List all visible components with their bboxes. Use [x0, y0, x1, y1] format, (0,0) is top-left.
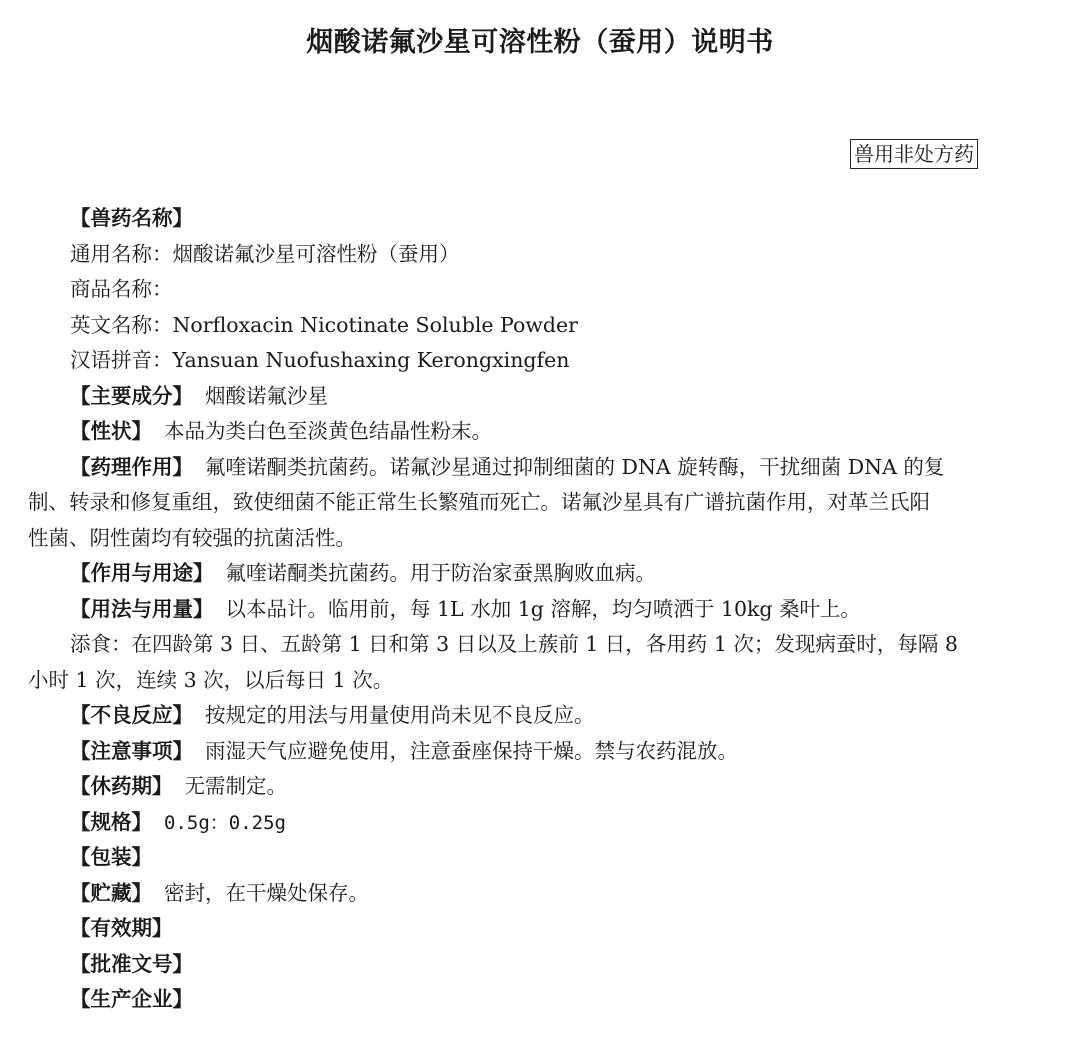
indications-heading: 【作用与用途】 — [70, 561, 214, 585]
section-dosage — [28, 592, 1052, 628]
approval-heading: 【批准文号】 — [70, 951, 193, 976]
manufacturer-heading: 【生产企业】 — [70, 987, 193, 1011]
withdrawal-text: 无需制定。 — [184, 774, 287, 798]
section-approval — [28, 947, 1052, 983]
pinyin-name: 汉语拼音：Yansuan Nuofushaxing Kerongxingfen — [70, 348, 570, 372]
section-manufacturer — [28, 982, 1052, 1018]
appearance-text: 本品为类白色至淡黄色结晶性粉末。 — [164, 419, 492, 443]
section-appearance — [28, 414, 1052, 450]
appearance-heading: 【性状】 — [70, 419, 152, 443]
section-drug-name — [28, 201, 1052, 237]
feeding-text-1: 添食：在四龄第 3 日、五龄第 1 日和第 3 日以及上蔟前 1 日，各用药 1 次；发现病蚕时，每隔 8 — [70, 632, 958, 656]
document-title: 烟酸诺氟沙星可溶性粉（蚕用）说明书 — [306, 27, 774, 58]
pharmacology-text-2: 制、转录和修复重组，致使细菌不能正常生长繁殖而死亡。诺氟沙星具有广谱抗菌作用，对革兰氏阳 — [28, 490, 930, 514]
otc-vet-badge: 兽用非处方药 — [850, 139, 978, 169]
section-ingredients — [28, 379, 1052, 415]
section-packaging — [28, 840, 1052, 876]
specification-text: 0.5g：0.25g — [164, 811, 286, 834]
section-validity — [28, 911, 1052, 947]
precautions-heading: 【注意事项】 — [70, 738, 193, 763]
packaging-heading: 【包装】 — [70, 845, 152, 869]
section-adverse — [28, 698, 1052, 734]
withdrawal-heading: 【休药期】 — [70, 774, 173, 798]
validity-heading: 【有效期】 — [70, 916, 173, 940]
section-withdrawal — [28, 769, 1052, 805]
storage-heading: 【贮藏】 — [70, 880, 152, 905]
section-pharmacology — [28, 450, 1052, 486]
indications-text: 氟喹诺酮类抗菌药。用于防治家蚕黑胸败血病。 — [225, 561, 656, 585]
section-specification — [28, 805, 1052, 841]
ingredients-text: 烟酸诺氟沙星 — [205, 383, 328, 408]
generic-name: 通用名称：烟酸诺氟沙星可溶性粉（蚕用） — [70, 241, 460, 266]
adverse-heading: 【不良反应】 — [70, 703, 193, 727]
section-precautions — [28, 734, 1052, 770]
pharmacology-heading: 【药理作用】 — [70, 454, 193, 479]
trade-name: 商品名称： — [70, 277, 173, 301]
storage-text: 密封，在干燥处保存。 — [164, 880, 369, 905]
pharmacology-text-1: 氟喹诺酮类抗菌药。诺氟沙星通过抑制细菌的 DNA 旋转酶，干扰细菌 DNA 的复 — [205, 454, 945, 479]
leaflet-body — [28, 201, 1052, 1018]
specification-heading: 【规格】 — [70, 809, 152, 834]
english-name: 英文名称：Norfloxacin Nicotinate Soluble Powder — [70, 312, 578, 337]
dosage-heading: 【用法与用量】 — [70, 596, 214, 621]
feeding-text-2: 小时 1 次，连续 3 次，以后每日 1 次。 — [28, 667, 394, 692]
ingredients-heading: 【主要成分】 — [70, 383, 193, 408]
dosage-text: 以本品计。临用前，每 1L 水加 1g 溶解，均匀喷洒于 10kg 桑叶上。 — [225, 596, 862, 621]
pharmacology-text-3: 性菌、阴性菌均有较强的抗菌活性。 — [28, 525, 356, 550]
precautions-text: 雨湿天气应避免使用，注意蚕座保持干燥。禁与农药混放。 — [205, 738, 738, 763]
section-indications — [28, 556, 1052, 592]
adverse-text: 按规定的用法与用量使用尚未见不良反应。 — [205, 703, 595, 727]
drug-name-heading: 【兽药名称】 — [70, 206, 193, 230]
section-storage — [28, 876, 1052, 912]
